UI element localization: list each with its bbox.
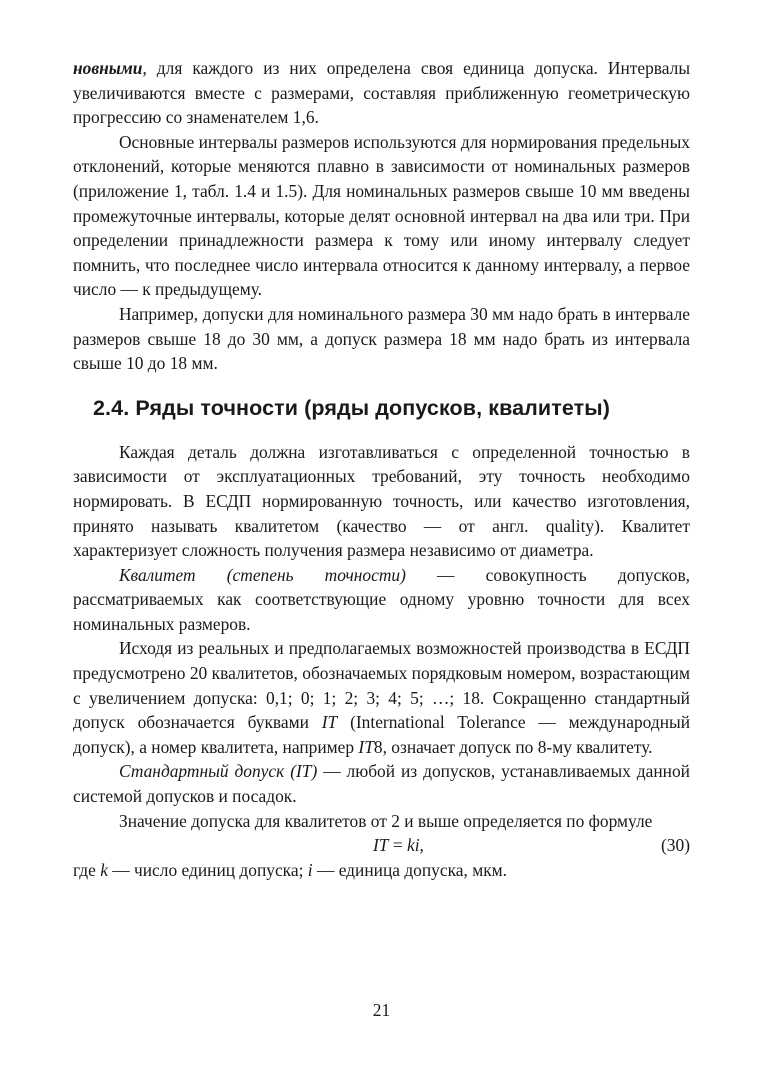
text-part: где (73, 860, 101, 881)
symbol-i: i (307, 860, 313, 881)
paragraph-accuracy: Каждая деталь должна изготавливаться с определенной точностью в зависимости от эксплуатационных требований, эту точность необходимо нормировать. В ЕСДП нормированную точность, или качество изготовления, принято называть квалитетом (качество — от англ. quality). Квалитет характеризует сложность получения размера независимо от диаметра. (73, 441, 690, 561)
text-part: — число единиц допуска; (107, 860, 308, 881)
definition-text: совокупность допусков, рассматриваемых как соответствующие одному уровню точности для всех номинальных размеров. (73, 564, 691, 634)
paragraph-main-intervals: Основные интервалы размеров используются для нормирования предельных отклонений, которые меняются плавно в зависимости от номинальных размеров (приложение 1, табл. 1.4 и 1.5). Для номинальных размеров свыше 10 мм введены промежуточные интервалы, которые делят основной интервал на два или три. При определении принадлежности размера к тому или иному интервалу следует помнить, что последнее число интервала относится к данному интервалу, а первое число — к предыдущему. (73, 131, 690, 300)
paragraph-intervals (73, 56, 690, 130)
text-part: (International Tolerance — международный допуск), а номер квалитета, например (73, 712, 690, 757)
text-part: 8, означает допуск по 8-му квалитету. (373, 736, 653, 757)
term-standard-tolerance: Стандартный допуск (IT) (119, 761, 318, 782)
section-heading: 2.4. Ряды точности (ряды допусков, квалитеты) (93, 395, 610, 420)
formula-lhs: IT (373, 835, 389, 856)
paragraph-qualitet-definition (73, 563, 690, 637)
formula-row (73, 833, 690, 858)
page-body (73, 56, 690, 883)
paragraph-standard-tolerance (73, 759, 690, 808)
paragraph-example: Например, допуски для номинального размера 30 мм надо брать в интервале размеров свыше 18 до 30 мм, а допуск размера 18 мм надо брать из интервала свыше 10 до 18 мм. (73, 303, 690, 374)
symbol-it: IT (321, 712, 338, 733)
text-part: Исходя из реальных и предполагаемых возможностей производства в ЕСДП предусмотрено 20 квалитетов, обозначаемых порядковым номером, возрастающим с увеличением допуска: 0,1; 0; 1; 2; 3; 4; 5; …; 18. Сокращенно стандартный допуск обозначается буквами (73, 638, 690, 733)
formula-rhs: ki (406, 835, 420, 856)
definition-text: — любой из допусков, устанавливаемых данной системой допусков и посадок. (73, 761, 690, 807)
symbol-k: k (100, 860, 108, 881)
paragraph-formula-legend (73, 858, 690, 883)
paragraph-qualitet-count (73, 636, 690, 759)
paragraph-text: , для каждого из них определена своя единица допуска. Интервалы увеличиваются вместе с размерами, составляя приближенную геометрическую прогрессию со знаменателем 1,6. (73, 58, 690, 128)
formula-comma: , (419, 835, 424, 856)
formula (373, 833, 424, 858)
term-qualitet: Квалитет (степень точности) (119, 564, 406, 585)
formula-equals: = (388, 835, 407, 856)
text-part: — единица допуска, мкм. (312, 860, 507, 881)
dash: — (405, 564, 486, 585)
emphasis-word: новными (73, 58, 143, 78)
paragraph-formula-intro: Значение допуска для квалитетов от 2 и выше определяется по формуле (119, 810, 653, 831)
page-number: 21 (372, 1000, 391, 1020)
symbol-it: IT (358, 736, 374, 757)
formula-number: (30) (661, 835, 690, 856)
